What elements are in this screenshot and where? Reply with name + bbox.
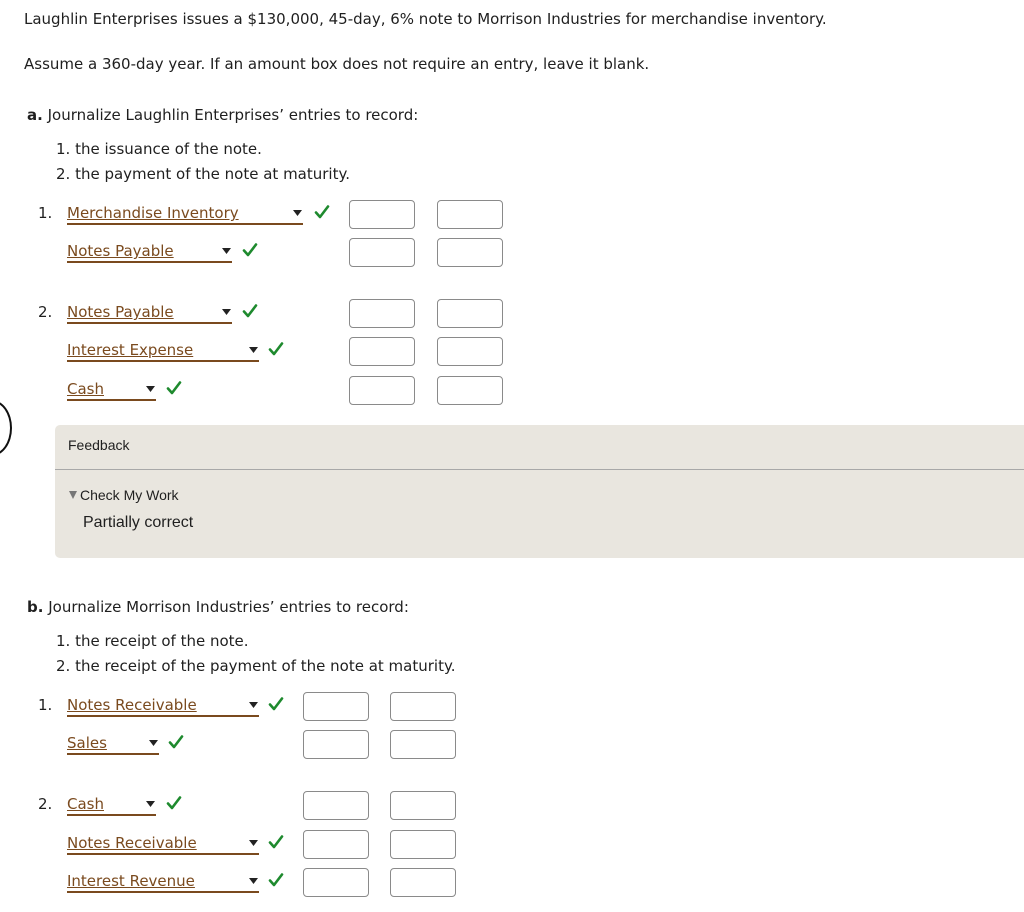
part-a-item-2: 2. the payment of the note at maturity. <box>56 165 350 183</box>
debit-amount-input[interactable] <box>349 337 415 366</box>
account-select-label: Notes Receivable <box>67 696 197 714</box>
part-a-prompt-text: Journalize Laughlin Enterprises’ entries to record: <box>47 106 419 124</box>
account-select-b3[interactable] <box>67 794 156 816</box>
credit-amount-input[interactable] <box>437 200 503 229</box>
checkmark-icon <box>314 204 330 220</box>
dropdown-arrow-icon <box>248 344 259 355</box>
dropdown-arrow-icon <box>145 798 156 809</box>
dropdown-arrow-icon <box>145 383 156 394</box>
account-select-label: Notes Payable <box>67 242 174 260</box>
checkmark-icon <box>242 303 258 319</box>
account-select-b2[interactable] <box>67 733 159 755</box>
feedback-title: Feedback <box>68 437 130 453</box>
account-select-label: Cash <box>67 795 104 813</box>
account-select-label: Merchandise Inventory <box>67 204 239 222</box>
part-b-entry-1-number: 1. <box>38 696 53 714</box>
dropdown-arrow-icon <box>292 207 303 218</box>
account-select-label: Cash <box>67 380 104 398</box>
account-select-b5[interactable] <box>67 871 259 893</box>
account-select-label: Sales <box>67 734 107 752</box>
dropdown-arrow-icon <box>221 245 232 256</box>
part-a-item-1: 1. the issuance of the note. <box>56 140 262 158</box>
part-b-prompt-text: Journalize Morrison Industries’ entries to record: <box>48 598 409 616</box>
part-a-entry-2-number: 2. <box>38 303 53 321</box>
credit-amount-input[interactable] <box>437 238 503 267</box>
part-a-letter: a. <box>27 106 43 124</box>
debit-amount-input[interactable] <box>349 200 415 229</box>
dropdown-arrow-icon <box>221 306 232 317</box>
problem-statement: Laughlin Enterprises issues a $130,000, 45-day, 6% note to Morrison Industries for merchandise inventory. <box>24 10 827 28</box>
feedback-result: Partially correct <box>83 514 194 531</box>
debit-amount-input[interactable] <box>349 299 415 328</box>
part-b-letter: b. <box>27 598 44 616</box>
credit-amount-input[interactable] <box>390 791 456 820</box>
credit-amount-input[interactable] <box>437 337 503 366</box>
checkmark-icon <box>168 734 184 750</box>
checkmark-icon <box>268 872 284 888</box>
credit-amount-input[interactable] <box>437 299 503 328</box>
checkmark-icon <box>166 380 182 396</box>
debit-amount-input[interactable] <box>303 830 369 859</box>
debit-amount-input[interactable] <box>349 376 415 405</box>
checkmark-icon <box>166 795 182 811</box>
account-select-label: Notes Receivable <box>67 834 197 852</box>
side-navigation-circle[interactable] <box>0 400 12 456</box>
account-select-label: Notes Payable <box>67 303 174 321</box>
checkmark-icon <box>268 834 284 850</box>
debit-amount-input[interactable] <box>303 791 369 820</box>
dropdown-arrow-icon <box>248 837 259 848</box>
credit-amount-input[interactable] <box>390 830 456 859</box>
account-select-b1[interactable] <box>67 695 259 717</box>
debit-amount-input[interactable] <box>303 730 369 759</box>
debit-amount-input[interactable] <box>349 238 415 267</box>
triangle-down-icon <box>69 491 77 499</box>
part-a-prompt <box>27 105 418 125</box>
dropdown-arrow-icon <box>148 737 159 748</box>
credit-amount-input[interactable] <box>390 868 456 897</box>
check-my-work-label: Check My Work <box>80 487 179 503</box>
feedback-divider <box>55 469 1024 470</box>
checkmark-icon <box>242 242 258 258</box>
account-select-label: Interest Revenue <box>67 872 195 890</box>
part-b-prompt <box>27 597 409 617</box>
feedback-panel <box>55 425 1024 558</box>
part-b-item-2: 2. the receipt of the payment of the note at maturity. <box>56 657 456 675</box>
account-select-a5[interactable] <box>67 379 156 401</box>
debit-amount-input[interactable] <box>303 868 369 897</box>
account-select-b4[interactable] <box>67 833 259 855</box>
account-select-a3[interactable] <box>67 302 232 324</box>
problem-assumption: Assume a 360-day year. If an amount box does not require an entry, leave it blank. <box>24 55 650 73</box>
credit-amount-input[interactable] <box>390 692 456 721</box>
part-b-entry-2-number: 2. <box>38 795 53 813</box>
credit-amount-input[interactable] <box>437 376 503 405</box>
dropdown-arrow-icon <box>248 699 259 710</box>
account-select-a1[interactable] <box>67 203 303 225</box>
check-my-work-toggle[interactable] <box>69 487 179 503</box>
debit-amount-input[interactable] <box>303 692 369 721</box>
checkmark-icon <box>268 696 284 712</box>
part-b-item-1: 1. the receipt of the note. <box>56 632 249 650</box>
checkmark-icon <box>268 341 284 357</box>
part-a-entry-1-number: 1. <box>38 204 53 222</box>
account-select-a2[interactable] <box>67 241 232 263</box>
account-select-label: Interest Expense <box>67 341 194 359</box>
account-select-a4[interactable] <box>67 340 259 362</box>
credit-amount-input[interactable] <box>390 730 456 759</box>
dropdown-arrow-icon <box>248 875 259 886</box>
